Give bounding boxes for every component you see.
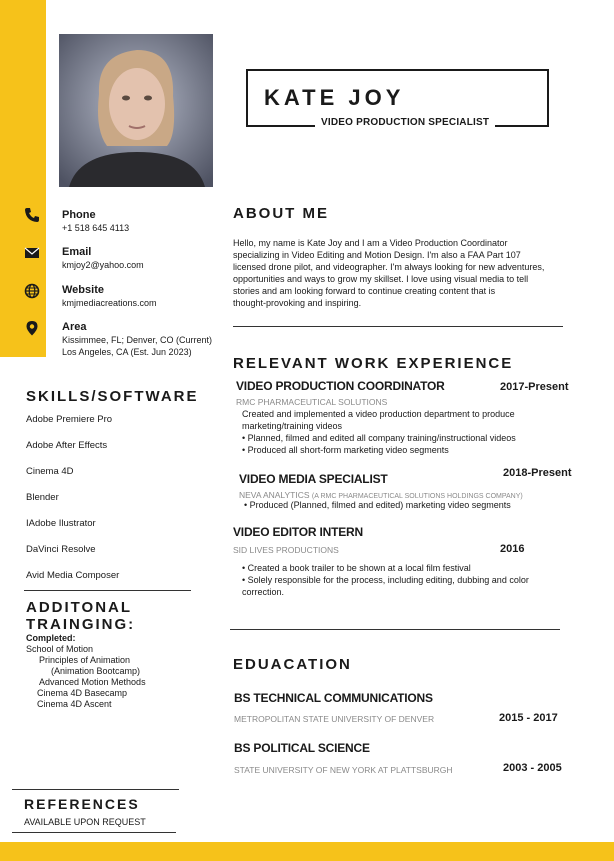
- area-label: Area: [62, 321, 87, 333]
- job-title: VIDEO MEDIA SPECIALIST: [239, 472, 388, 486]
- divider: [12, 832, 176, 833]
- about-line: opportunities and ways to grow my skillset. I love using visual media to tell: [233, 274, 529, 284]
- skill-item: Avid Media Composer: [26, 570, 120, 581]
- phone-label: Phone: [62, 209, 96, 221]
- job-date: 2016: [500, 543, 525, 555]
- training-item: Cinema 4D Ascent: [37, 699, 112, 709]
- candidate-name: KATE JOY: [264, 85, 405, 110]
- profile-photo: [59, 34, 213, 187]
- job-bullet: • Produced (Planned, filmed and edited) marketing video segments: [244, 500, 511, 510]
- training-item: School of Motion: [26, 644, 94, 654]
- phone-icon: [24, 207, 40, 223]
- website-value: kmjmediacreations.com: [62, 298, 157, 308]
- job-bullet: • Planned, filmed and edited all company training/instructional videos: [242, 433, 516, 443]
- skill-item: DaVinci Resolve: [26, 544, 96, 555]
- divider: [12, 789, 179, 790]
- skill-item: IAdobe Ilustrator: [26, 518, 96, 529]
- skills-title: SKILLS/SOFTWARE: [26, 388, 199, 405]
- about-line: Hello, my name is Kate Joy and I am a Video Production Coordinator: [233, 238, 508, 248]
- references-title: REFERENCES: [24, 796, 140, 812]
- experience-title: RELEVANT WORK EXPERIENCE: [233, 355, 514, 372]
- job-company: RMC PHARMACEUTICAL SOLUTIONS: [236, 397, 388, 407]
- accent-sidebar-bar: [0, 0, 46, 357]
- skill-item: Cinema 4D: [26, 466, 74, 477]
- job-description: marketing/training videos: [242, 421, 343, 431]
- job-subtitle: VIDEO PRODUCTION SPECIALIST: [315, 117, 495, 128]
- skill-item: Adobe Premiere Pro: [26, 414, 113, 425]
- training-title-line1: ADDITONAL: [26, 599, 133, 616]
- education-school: STATE UNIVERSITY OF NEW YORK AT PLATTSBURGH: [234, 765, 453, 775]
- accent-footer-bar: [0, 842, 614, 861]
- job-company: SID LIVES PRODUCTIONS: [233, 545, 339, 555]
- job-title: VIDEO EDITOR INTERN: [233, 525, 363, 539]
- education-degree: BS TECHNICAL COMMUNICATIONS: [234, 691, 433, 705]
- training-completed-label: Completed:: [26, 633, 76, 643]
- job-bullet: • Solely responsible for the process, including editing, dubbing and color: [242, 575, 529, 585]
- website-label: Website: [62, 284, 104, 296]
- job-company: NEVA ANALYTICS (A RMC PHARMACEUTICAL SOLUTIONS HOLDINGS COMPANY): [239, 490, 523, 500]
- divider: [233, 326, 563, 327]
- education-school: METROPOLITAN STATE UNIVERSITY OF DENVER: [234, 714, 435, 724]
- email-label: Email: [62, 246, 92, 258]
- job-bullet: • Produced all short-form marketing video segments: [242, 445, 449, 455]
- training-item: Cinema 4D Basecamp: [37, 688, 128, 698]
- training-title-line2: TRAINGING:: [26, 616, 136, 633]
- phone-value: +1 518 645 4113: [62, 223, 130, 233]
- skill-item: Adobe After Effects: [26, 440, 108, 451]
- globe-icon: [24, 283, 40, 299]
- envelope-icon: [24, 245, 40, 261]
- about-title: ABOUT ME: [233, 205, 329, 222]
- divider: [230, 629, 560, 630]
- map-pin-icon: [24, 320, 40, 336]
- training-item: Principles of Animation: [39, 655, 131, 665]
- about-line: thought-provoking and inspiring.: [233, 298, 362, 308]
- job-title: VIDEO PRODUCTION COORDINATOR: [236, 379, 445, 393]
- education-date: 2003 - 2005: [503, 762, 562, 774]
- job-description: Created and implemented a video production department to produce: [242, 409, 515, 419]
- skill-item: Blender: [26, 492, 59, 503]
- education-degree: BS POLITICAL SCIENCE: [234, 741, 370, 755]
- training-item: (Animation Bootcamp): [51, 666, 141, 676]
- divider: [24, 590, 191, 591]
- job-date: 2017-Present: [500, 381, 569, 393]
- about-line: specializing in Video Editing and Motion Design. I'm also a FAA Part 107: [233, 250, 521, 260]
- email-value: kmjoy2@yahoo.com: [62, 260, 144, 270]
- about-line: licensed drone pilot, and videographer. I'm always looking for new adventures,: [233, 262, 545, 272]
- job-date: 2018-Present: [503, 467, 572, 479]
- area-value-line1: Kissimmee, FL; Denver, CO (Current): [62, 335, 213, 345]
- education-title: EDUACATION: [233, 656, 352, 673]
- training-item: Advanced Motion Methods: [39, 677, 146, 687]
- job-bullet: correction.: [242, 587, 285, 597]
- about-line: stories and am looking forward to continue creating content that is: [233, 286, 496, 296]
- references-text: AVAILABLE UPON REQUEST: [24, 817, 146, 827]
- job-bullet: • Created a book trailer to be shown at a local film festival: [242, 563, 471, 573]
- area-value-line2: Los Angeles, CA (Est. Jun 2023): [62, 347, 192, 357]
- education-date: 2015 - 2017: [499, 712, 558, 724]
